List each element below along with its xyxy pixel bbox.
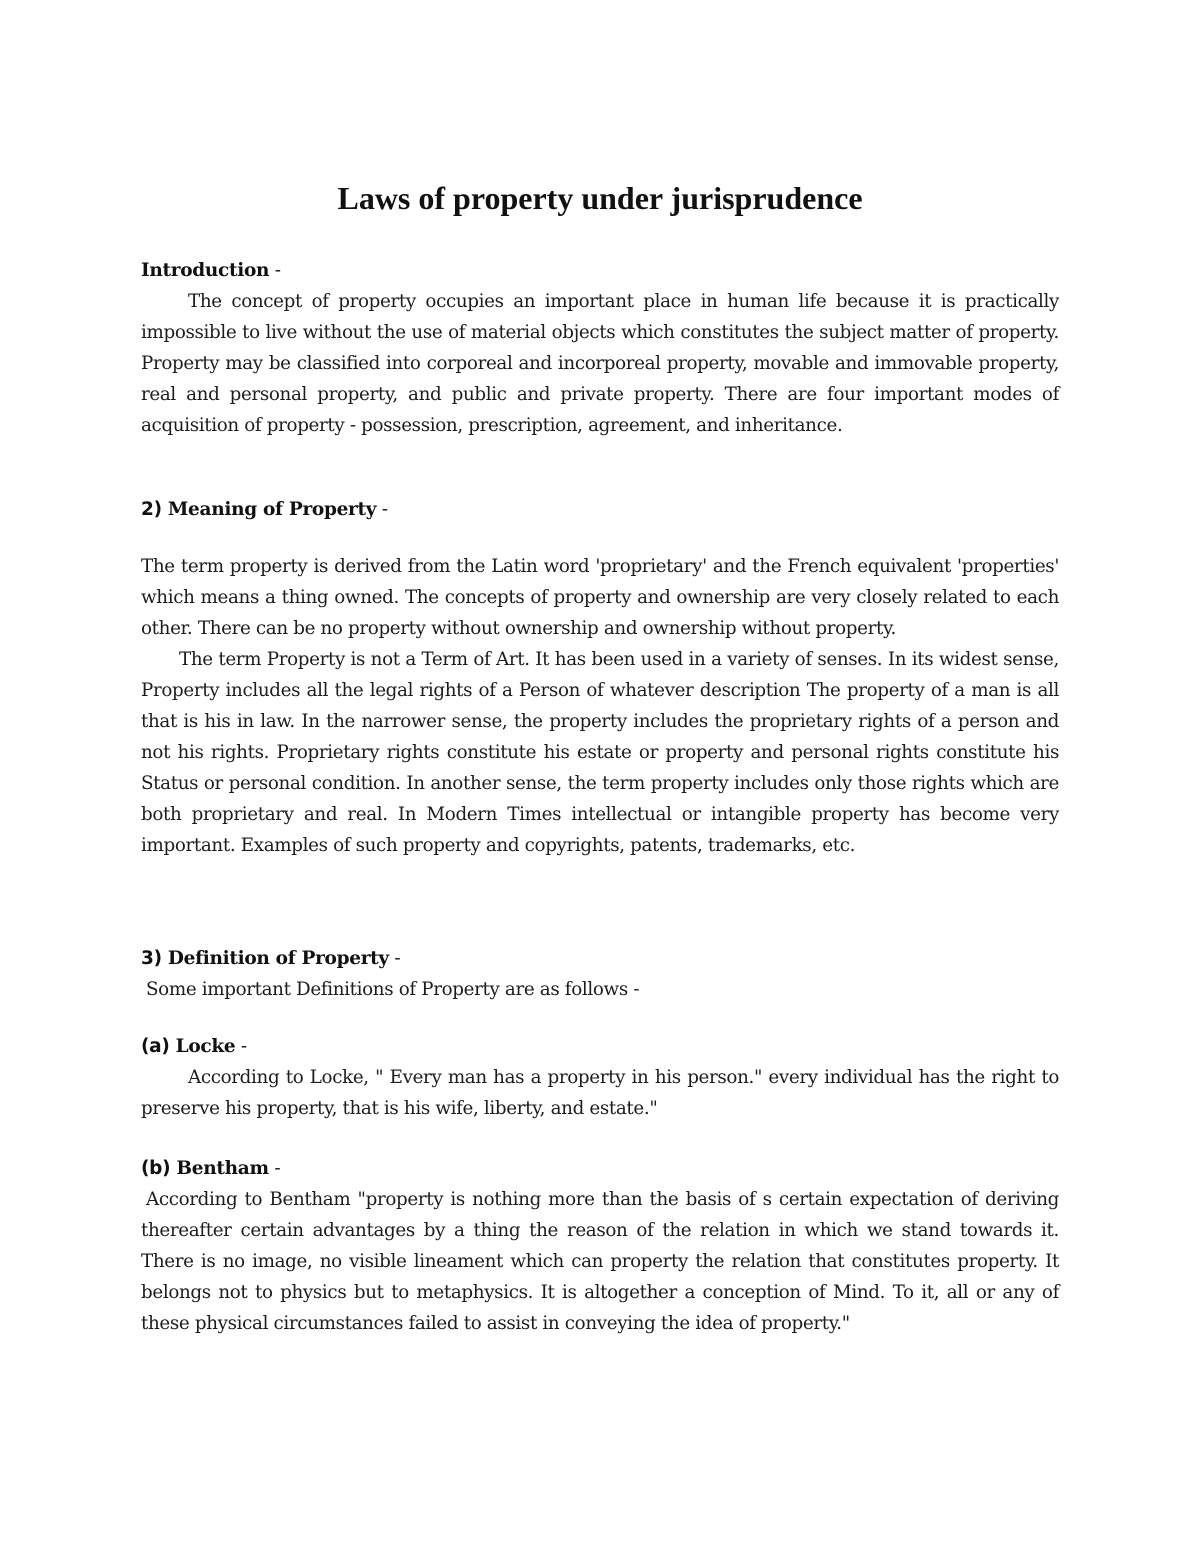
meaning-heading-number: 2): [141, 499, 162, 520]
locke-heading-dash: -: [235, 1036, 247, 1057]
definition-heading: [141, 943, 1059, 974]
meaning-heading-label: Meaning of Property: [161, 499, 377, 520]
definition-section: [141, 943, 1059, 1005]
definition-heading-dash: -: [388, 948, 401, 969]
meaning-section: [141, 494, 1059, 525]
document-title: Laws of property under jurisprudence: [337, 180, 863, 216]
definition-heading-label: Definition of Property: [161, 948, 389, 969]
bentham-heading-label: Bentham: [170, 1158, 269, 1179]
locke-heading-label: Locke: [169, 1036, 236, 1057]
definition-paragraph: Some important Definitions of Property are as follows -: [146, 979, 640, 1000]
meaning-heading: [141, 494, 1059, 525]
locke-heading-number: (a): [141, 1036, 170, 1057]
locke-section: [141, 1031, 1059, 1124]
meaning-heading-dash: -: [376, 499, 388, 520]
introduction-section: [141, 255, 1059, 441]
introduction-heading-dash: -: [269, 260, 281, 281]
bentham-heading-dash: -: [268, 1158, 281, 1179]
bentham-heading-number: (b): [141, 1158, 171, 1179]
bentham-paragraph: According to Bentham "property is nothing more than the basis of s certain expectation of deriving thereafter certain advantages by a thing the reason of the relation in which we stand towards it. There is no image, no visible lineament which can property the relation that constitutes property. It belongs not to physics but to metaphysics. It is altogether a conception of Mind. To it, all or any of these physical circumstances failed to assist in conveying the idea of property.": [141, 1189, 1059, 1334]
bentham-heading: [141, 1153, 1059, 1184]
introduction-heading-label: Introduction: [141, 260, 270, 281]
meaning-body: [141, 551, 1059, 861]
locke-heading: [141, 1031, 1059, 1062]
introduction-paragraph: The concept of property occupies an important place in human life because it is practically impossible to live without the use of material objects which constitutes the subject matter of property. Property may be classified into corporeal and incorporeal property, movable and immovable property, real and personal property, and public and private property. There are four important modes of acquisition of property - possession, prescription, agreement, and inheritance.: [141, 291, 1059, 436]
meaning-paragraph-2: The term Property is not a Term of Art. It has been used in a variety of senses. In its widest sense, Property includes all the legal rights of a Person of whatever description The property of a man is all that is his in law. In the narrower sense, the property includes the proprietary rights of a person and not his rights. Proprietary rights constitute his estate or property and personal rights constitute his Status or personal condition. In another sense, the term property includes only those rights which are both proprietary and real. In Modern Times intellectual or intangible property has become very important. Examples of such property and copyrights, patents, trademarks, etc.: [141, 649, 1059, 856]
locke-paragraph: According to Locke, " Every man has a property in his person." every individual has the right to preserve his property, that is his wife, liberty, and estate.": [141, 1067, 1059, 1119]
introduction-heading: [141, 255, 1059, 286]
bentham-section: [141, 1153, 1059, 1339]
definition-heading-number: 3): [141, 948, 162, 969]
meaning-paragraph-1: The term property is derived from the Latin word 'proprietary' and the French equivalent 'properties' which means a thing owned. The concepts of property and ownership are very closely related to each other. There can be no property without ownership and ownership without property.: [141, 556, 1059, 639]
